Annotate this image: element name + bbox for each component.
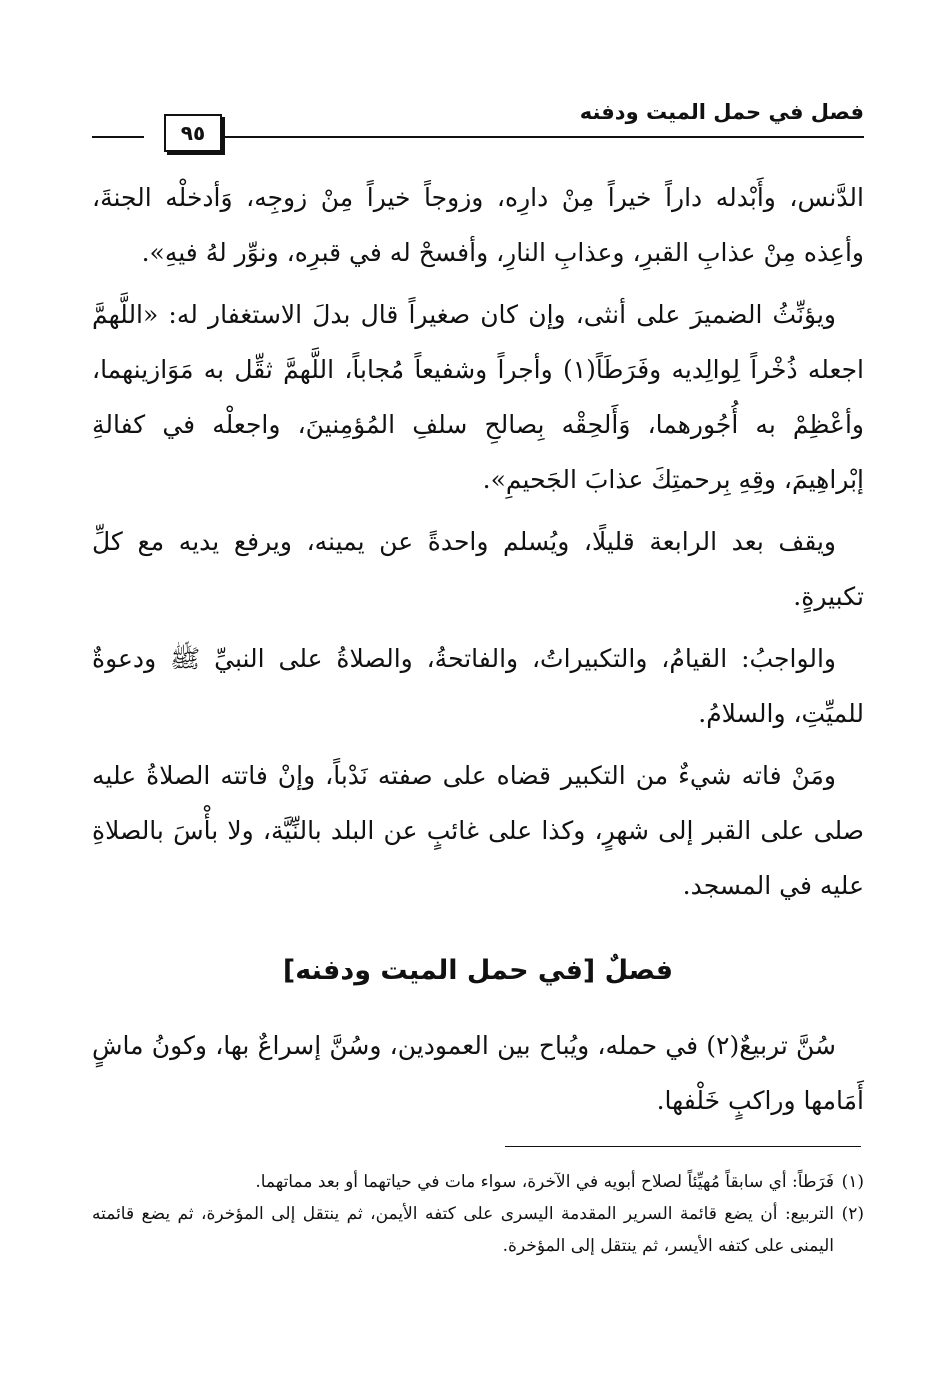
paragraph: والواجبُ: القيامُ، والتكبيراتُ، والفاتحةُ، والصلاةُ على النبيِّ ﷺ ودعوةٌ للميِّتِ، والسلامُ. [92,644,864,728]
footnote [92,1198,864,1262]
page-number: ٩٥ [180,121,206,145]
footnotes [92,1166,864,1262]
running-header-title: فصل في حمل الميت ودفنه [579,100,864,124]
main-text [92,170,864,1135]
footnote-text: فَرَطاً: أي سابقاً مُهيِّئاً لصلاح أبويه في الآخرة، سواء مات في حياتهما أو بعد مماتهما. [255,1172,834,1192]
paragraph: ويقف بعد الرابعة قليلًا، ويُسلم واحدةً عن يمينه، ويرفع يديه مع كلِّ تكبيرةٍ. [92,527,864,611]
footnote-separator [505,1146,861,1147]
section-heading: فصلٌ [في حمل الميت ودفنه] [282,955,674,986]
footnote-number: (٢) [841,1204,864,1224]
paragraph: الدَّنس، وأَبْدله داراً خيراً مِنْ دارِه، وزوجاً خيراً مِنْ زوجِه، وَأدخلْه الجنةَ، وأعِذه مِنْ عذابِ القبرِ، وعذابِ النارِ، وأفسحْ له في قبرِه، ونوِّر لهُ فيهِ». [92,183,864,267]
running-header [92,96,864,156]
section-paragraph: سُنَّ تربيعٌ(٢) في حمله، ويُباح بين العمودين، وسُنَّ إسراعٌ بها، وكونُ ماشٍ أَمَامها وراكبٍ خَلْفها. [92,1031,864,1115]
header-rule [225,136,864,138]
page-number-box [164,114,222,152]
paragraph: ويؤنِّثُ الضميرَ على أنثى، وإن كان صغيراً قال بدلَ الاستغفار له: «اللَّهمَّ اجعله ذُخْراً لِوالِديه وفَرَطَاً(١) وأجراً وشفيعاً مُجاباً، اللَّهمَّ ثقِّل به مَوَازينهما، وأعْظِمْ به أُجُورهما، وَأَلحِقْه بِصالحِ سلفِ المُؤمِنينَ، واجعلْه في كفالةِ إبْراهِيمَ، وقِهِ بِرحمتِكَ عذابَ الجَحيمِ». [92,300,864,494]
header-rule-short [92,136,144,138]
footnote-text: التربيع: أن يضع قائمة السرير المقدمة اليسرى على كتفه الأيمن، ثم ينتقل إلى المؤخرة، ثم يضع قائمته اليمنى على كتفه الأيسر، ثم ينتقل إلى المؤخرة. [92,1204,834,1256]
footnote-number: (١) [841,1172,864,1192]
paragraph: ومَنْ فاته شيءٌ من التكبير قضاه على صفته نَدْباً، وإنْ فاتته الصلاةُ عليه صلى على القبر إلى شهرٍ، وكذا على غائبٍ عن البلد بالنِّيَّة، ولا بأْسَ بالصلاةِ عليه في المسجد. [92,761,864,900]
footnote [92,1166,864,1198]
